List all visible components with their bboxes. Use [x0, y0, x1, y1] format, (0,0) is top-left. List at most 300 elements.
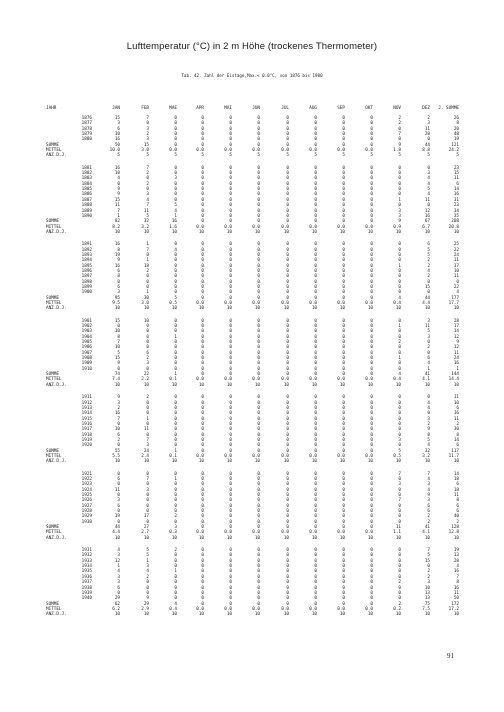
row-label: 1877: [81, 121, 92, 127]
table-cell: 0: [370, 137, 373, 143]
table-cell: 0.0: [337, 606, 345, 612]
table-cell: 10: [311, 382, 317, 388]
table-cell: 0: [201, 126, 204, 132]
table-cell: 31: [453, 197, 459, 203]
table-cell: 5: [427, 329, 430, 335]
table-cell: 0: [314, 142, 317, 148]
row-label: MITTEL: [46, 224, 62, 230]
table-cell: 10: [395, 459, 401, 465]
table-cell: 0: [174, 171, 177, 177]
table-cell: 4: [456, 564, 459, 570]
table-cell: 0: [342, 372, 345, 378]
table-cell: 0: [257, 274, 260, 280]
table-cell: 0: [229, 558, 232, 564]
table-cell: 0: [257, 564, 260, 570]
table-cell: 0: [201, 372, 204, 378]
table-cell: 14: [453, 437, 459, 443]
table-cell: 6: [456, 405, 459, 411]
table-cell: 0: [370, 176, 373, 182]
table-cell: 0: [257, 558, 260, 564]
row-label: 1880: [81, 137, 92, 143]
table-cell: 10: [171, 229, 177, 235]
table-cell: 4: [427, 405, 430, 411]
row-label: 1932: [81, 553, 92, 559]
table-cell: 0: [342, 585, 345, 591]
table-cell: 0: [174, 443, 177, 449]
table-cell: 75: [424, 601, 430, 607]
table-cell: 0: [286, 208, 289, 214]
table-cell: 0.0: [252, 301, 260, 306]
table-cell: 0: [257, 493, 260, 498]
table-cell: 0: [342, 329, 345, 335]
table-cell: 0: [286, 258, 289, 264]
table-cell: 2: [398, 116, 401, 121]
row-label: 1907: [81, 350, 92, 356]
table-cell: 0: [257, 126, 260, 132]
table-cell: 0: [146, 324, 149, 330]
table-cell: 0: [257, 121, 260, 127]
row-label: 1879: [81, 132, 92, 138]
row-label: 1887: [81, 197, 92, 203]
table-cell: 3: [146, 564, 149, 570]
table-cell: 0: [257, 400, 260, 406]
table-cell: 0: [201, 585, 204, 591]
table-cell: 0: [370, 553, 373, 559]
column-header: APR: [196, 106, 204, 111]
table-cell: 0: [146, 400, 149, 406]
row-label: 1909: [81, 361, 92, 367]
table-cell: 0: [229, 284, 232, 290]
table-cell: 0: [229, 482, 232, 488]
table-cell: 3: [398, 208, 401, 214]
table-cell: 0: [286, 580, 289, 586]
row-label: 1914: [81, 411, 92, 417]
table-cell: 10: [395, 229, 401, 235]
table-cell: 0: [257, 208, 260, 214]
table-cell: 25: [453, 242, 459, 248]
table-cell: 0: [398, 361, 401, 367]
table-cell: 0: [370, 171, 373, 177]
table-cell: 0: [257, 503, 260, 509]
table-cell: 10: [198, 306, 204, 312]
table-cell: 0: [314, 187, 317, 193]
table-cell: 24: [453, 356, 459, 362]
spacer-cell: [46, 159, 459, 166]
table-cell: 10: [367, 535, 373, 541]
table-cell: 172: [451, 601, 459, 607]
row-label: 1881: [81, 165, 92, 171]
table-cell: 0: [398, 548, 401, 554]
table-cell: 0: [146, 340, 149, 346]
table-cell: 0.0: [281, 148, 289, 154]
table-cell: 0: [370, 242, 373, 248]
table-cell: 11: [453, 274, 459, 280]
table-cell: 5: [146, 213, 149, 219]
table-cell: 0: [314, 181, 317, 187]
table-cell: 0: [257, 601, 260, 607]
row-label: 1931: [81, 548, 92, 554]
table-cell: 0: [398, 242, 401, 248]
table-cell: 2: [456, 421, 459, 427]
table-cell: 0: [342, 126, 345, 132]
table-cell: 15: [424, 558, 430, 564]
row-label: 1927: [81, 503, 92, 509]
table-cell: 0: [257, 580, 260, 586]
table-cell: 0: [286, 203, 289, 209]
table-cell: 0: [370, 503, 373, 509]
table-cell: 0: [201, 345, 204, 351]
table-cell: 44: [424, 142, 430, 148]
table-cell: 9.5: [112, 301, 120, 306]
table-cell: 0: [370, 208, 373, 214]
table-cell: 0: [201, 334, 204, 340]
table-cell: 0: [314, 569, 317, 575]
table-cell: 0: [201, 197, 204, 203]
table-cell: 0: [286, 601, 289, 607]
column-header: JUN: [252, 106, 260, 111]
table-cell: 0: [314, 268, 317, 274]
table-cell: 0: [174, 181, 177, 187]
table-cell: 10: [339, 306, 345, 312]
table-cell: 0: [314, 437, 317, 443]
table-cell: 0: [146, 274, 149, 280]
table-cell: 16: [114, 137, 120, 143]
table-cell: 0: [201, 176, 204, 182]
table-cell: 0: [229, 443, 232, 449]
table-cell: 4.4: [422, 301, 430, 306]
table-cell: 0: [398, 503, 401, 509]
table-cell: 10: [453, 612, 459, 618]
table-cell: 0: [257, 590, 260, 596]
table-cell: 0: [342, 366, 345, 372]
table-cell: 0: [201, 295, 204, 301]
table-cell: 3: [117, 498, 120, 504]
table-cell: 0: [174, 416, 177, 422]
table-cell: 0: [286, 137, 289, 143]
table-cell: 0: [342, 590, 345, 596]
table-cell: 0: [257, 548, 260, 554]
table-cell: 40: [453, 514, 459, 520]
table-cell: 10: [453, 268, 459, 274]
table-cell: 0: [201, 137, 204, 143]
table-cell: 9: [427, 493, 430, 498]
row-label: MITTEL: [46, 530, 62, 536]
table-cell: 0: [174, 471, 177, 477]
row-label: 1895: [81, 263, 92, 269]
table-cell: 0.0: [337, 530, 345, 536]
table-cell: 0: [456, 279, 459, 285]
table-cell: 0: [229, 137, 232, 143]
table-cell: 0: [229, 295, 232, 301]
table-cell: 0: [174, 116, 177, 121]
table-cell: 0: [398, 493, 401, 498]
table-cell: 16: [114, 165, 120, 171]
table-cell: 0: [257, 176, 260, 182]
table-cell: 11: [114, 203, 120, 209]
table-cell: 7.4: [112, 377, 120, 383]
table-cell: 0: [201, 476, 204, 482]
table-cell: 9: [427, 427, 430, 433]
table-cell: 0: [286, 165, 289, 171]
table-cell: 0: [370, 405, 373, 411]
table-cell: 0: [229, 564, 232, 570]
row-label: 1939: [81, 590, 92, 596]
table-cell: 0: [174, 142, 177, 148]
table-cell: 0: [257, 329, 260, 335]
table-cell: 0: [314, 601, 317, 607]
table-cell: 0: [146, 509, 149, 515]
table-cell: 0.0: [224, 301, 232, 306]
table-cell: 15: [114, 356, 120, 362]
table-cell: 0: [229, 476, 232, 482]
table-cell: 0: [398, 176, 401, 182]
table-cell: 0: [201, 361, 204, 367]
table-cell: 0: [314, 596, 317, 602]
table-cell: 5: [146, 153, 149, 159]
row-label: 1894: [81, 258, 92, 264]
table-cell: 32: [143, 219, 149, 225]
table-cell: 6: [456, 443, 459, 449]
table-cell: 0: [342, 580, 345, 586]
table-cell: 16: [114, 263, 120, 269]
table-cell: 0: [201, 558, 204, 564]
table-cell: 0: [201, 181, 204, 187]
table-cell: 0: [342, 503, 345, 509]
table-cell: 7: [427, 548, 430, 554]
table-cell: 0: [314, 493, 317, 498]
row-label: 1938: [81, 585, 92, 591]
table-cell: 0: [342, 487, 345, 493]
table-cell: 10: [367, 382, 373, 388]
table-cell: 0: [257, 350, 260, 356]
table-cell: 0: [117, 482, 120, 488]
table-cell: 0: [342, 242, 345, 248]
column-header: MAE: [169, 106, 177, 111]
table-cell: 0: [286, 284, 289, 290]
table-cell: 16: [114, 411, 120, 417]
table-cell: 0: [174, 137, 177, 143]
table-cell: 11: [143, 208, 149, 214]
table-cell: 10: [339, 459, 345, 465]
table-cell: 10: [311, 229, 317, 235]
table-cell: 0.3: [169, 530, 177, 536]
table-cell: 0: [398, 590, 401, 596]
table-cell: 8: [117, 334, 120, 340]
column-header: DEZ: [422, 106, 430, 111]
table-cell: 0: [174, 421, 177, 427]
table-cell: 0: [229, 487, 232, 493]
table-cell: 0: [117, 421, 120, 427]
table-cell: 0: [229, 525, 232, 531]
table-cell: 4.1: [422, 530, 430, 536]
row-label: 1920: [81, 443, 92, 449]
table-cell: 13: [424, 590, 430, 596]
table-cell: 10: [395, 535, 401, 541]
table-cell: 20.8: [448, 224, 459, 230]
table-cell: 15: [424, 284, 430, 290]
table-cell: 6: [117, 503, 120, 509]
table-cell: 0: [370, 116, 373, 121]
table-cell: 0: [427, 203, 430, 209]
table-cell: 16: [453, 361, 459, 367]
row-label: SUMME: [46, 601, 59, 607]
table-cell: 0.0: [365, 530, 373, 536]
table-cell: 0: [201, 252, 204, 258]
table-cell: 0: [146, 345, 149, 351]
table-cell: 0: [201, 116, 204, 121]
table-cell: 0: [174, 580, 177, 586]
table-cell: 2: [427, 345, 430, 351]
table-cell: 0: [398, 574, 401, 580]
table-cell: 0: [174, 258, 177, 264]
table-cell: 3: [427, 334, 430, 340]
table-cell: 0: [174, 268, 177, 274]
table-cell: 10: [198, 382, 204, 388]
table-cell: 0: [398, 411, 401, 417]
table-cell: 23: [453, 203, 459, 209]
table-cell: 0: [286, 411, 289, 417]
table-cell: 4: [427, 400, 430, 406]
table-cell: 0: [229, 519, 232, 525]
table-cell: 0: [342, 356, 345, 362]
table-cell: 0: [229, 197, 232, 203]
table-cell: 1: [174, 569, 177, 575]
table-cell: 16: [171, 219, 177, 225]
table-cell: 0: [229, 165, 232, 171]
table-cell: 6: [117, 126, 120, 132]
table-cell: 10: [171, 382, 177, 388]
table-cell: 5: [146, 553, 149, 559]
table-cell: 17.2: [448, 606, 459, 612]
table-cell: 0: [174, 350, 177, 356]
table-cell: 0: [229, 448, 232, 454]
table-cell: 0: [370, 263, 373, 269]
table-cell: 2: [117, 437, 120, 443]
table-cell: 6: [146, 350, 149, 356]
table-cell: 0.0: [337, 453, 345, 459]
table-cell: 10: [143, 306, 149, 312]
table-cell: 0: [370, 514, 373, 520]
table-cell: 144: [451, 372, 459, 378]
table-cell: 0: [146, 411, 149, 417]
table-cell: 10: [114, 612, 120, 618]
table-cell: 0.0: [365, 606, 373, 612]
table-cell: 7: [117, 208, 120, 214]
table-cell: 2: [427, 421, 430, 427]
table-cell: 6: [117, 585, 120, 591]
table-cell: 0: [370, 334, 373, 340]
table-cell: 0: [174, 437, 177, 443]
table-cell: 0: [342, 213, 345, 219]
table-cell: 0: [370, 187, 373, 193]
table-cell: 6: [427, 356, 430, 362]
table-cell: 0: [286, 252, 289, 258]
table-cell: 0: [174, 340, 177, 346]
column-header: SEP: [337, 106, 345, 111]
table-cell: 6: [117, 476, 120, 482]
table-cell: 2: [427, 274, 430, 280]
table-cell: 0: [370, 356, 373, 362]
table-cell: 4: [427, 476, 430, 482]
table-cell: 0.0: [281, 530, 289, 536]
table-cell: 0: [314, 219, 317, 225]
row-label: 1925: [81, 493, 92, 498]
table-cell: 2: [146, 181, 149, 187]
table-cell: 0: [314, 345, 317, 351]
table-cell: 0: [286, 487, 289, 493]
table-cell: 3.0: [141, 148, 149, 154]
table-cell: 2: [427, 519, 430, 525]
table-cell: 0: [398, 187, 401, 193]
table-cell: 0: [398, 247, 401, 253]
table-cell: 8: [456, 580, 459, 586]
table-cell: 18: [143, 263, 149, 269]
table-cell: 9: [146, 596, 149, 602]
table-cell: 0: [314, 427, 317, 433]
table-cell: 1: [398, 263, 401, 269]
table-cell: 0: [229, 258, 232, 264]
row-label: 1940: [81, 596, 92, 602]
row-label: 1933: [81, 558, 92, 564]
table-cell: 0: [342, 165, 345, 171]
table-cell: 0: [342, 142, 345, 148]
table-cell: 16: [424, 213, 430, 219]
row-label: MITTEL: [46, 606, 62, 612]
table-cell: 0: [174, 596, 177, 602]
row-label: SUMME: [46, 372, 59, 378]
column-header: JUL: [281, 106, 289, 111]
table-cell: 0.1: [169, 377, 177, 383]
table-cell: 1.1: [393, 530, 401, 536]
table-cell: 0.0: [365, 301, 373, 306]
table-cell: 11.7: [448, 453, 459, 459]
table-cell: 10: [143, 535, 149, 541]
table-cell: 0: [342, 395, 345, 401]
table-cell: 10: [339, 535, 345, 541]
row-label: 1936: [81, 574, 92, 580]
table-cell: 22: [143, 372, 149, 378]
table-cell: 0: [229, 548, 232, 554]
table-cell: 11: [453, 258, 459, 264]
table-cell: 3: [174, 525, 177, 531]
table-cell: 0: [201, 564, 204, 570]
table-cell: 1: [146, 558, 149, 564]
table-cell: 10: [311, 459, 317, 465]
table-cell: 0: [229, 601, 232, 607]
table-cell: 0: [201, 274, 204, 280]
table-cell: 2: [456, 519, 459, 525]
table-cell: 0: [229, 509, 232, 515]
table-cell: 0: [201, 219, 204, 225]
spacer-cell: [46, 312, 459, 319]
row-label: 1921: [81, 471, 92, 477]
table-cell: 0: [342, 187, 345, 193]
table-cell: 0: [314, 284, 317, 290]
table-cell: 0.0: [169, 148, 177, 154]
table-cell: 0: [286, 443, 289, 449]
table-cell: 0: [370, 416, 373, 422]
table-cell: 0: [117, 443, 120, 449]
table-cell: 10: [114, 382, 120, 388]
table-cell: 0: [286, 318, 289, 324]
table-cell: 0: [257, 448, 260, 454]
table-cell: 2: [146, 132, 149, 138]
table-cell: 10: [254, 535, 260, 541]
table-cell: 0: [257, 187, 260, 193]
table-cell: 0: [146, 498, 149, 504]
table-cell: 0: [314, 548, 317, 554]
table-cell: 0.0: [196, 453, 204, 459]
